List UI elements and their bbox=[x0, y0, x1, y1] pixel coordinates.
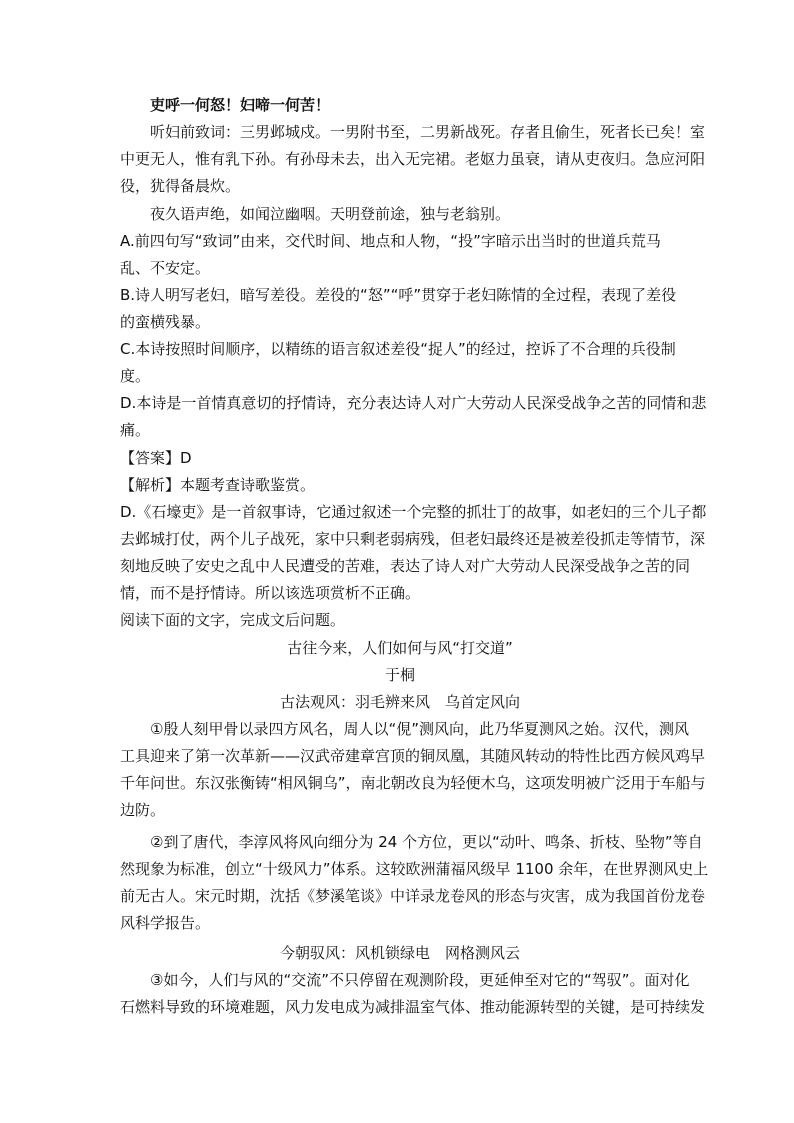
reading-instruction: 阅读下面的文字，完成文后问题。 bbox=[120, 611, 346, 629]
option-c-cont: 度。 bbox=[120, 367, 151, 385]
option-d-cont: 痛。 bbox=[120, 421, 151, 439]
poem-line: 吏呼一何怒！妇啼一何苦！ bbox=[150, 96, 331, 114]
paragraph-line: 风科学报告。 bbox=[120, 914, 211, 932]
poem-line: 夜久语声绝，如闻泣幽咽。天明登前途，独与老翁别。 bbox=[150, 205, 511, 223]
answer-label: 【答案】D bbox=[120, 449, 192, 467]
paragraph-line: 工具迎来了第一次革新——汉武帝建章宫顶的铜凤凰，其随风转动的特性比西方候风鸡早 bbox=[120, 747, 706, 765]
analysis-text: 去邺城打仗，两个儿子战死，家中只剩老弱病残，但老妇最终还是被差役抓走等情节，深 bbox=[120, 530, 706, 548]
paragraph-line: ②到了唐代，李淳风将风向细分为 24 个方位，更以“动叶、鸣条、折枝、坠物”等自 bbox=[150, 833, 703, 851]
poem-line: 中更无人，惟有乳下孙。有孙母未去，出入无完裙。老妪力虽衰，请从吏夜归。急应河阳 bbox=[120, 150, 706, 168]
poem-line: 听妇前致词：三男邺城戍。一男附书至，二男新战死。存者且偷生，死者长已矣！室 bbox=[150, 123, 706, 141]
option-c: C.本诗按照时间顺序，以精练的语言叙述差役“捉人”的经过，控诉了不合理的兵役制 bbox=[120, 340, 676, 358]
analysis-text: D.《石壕吏》是一首叙事诗，它通过叙述一个完整的抓壮丁的故事，如老妇的三个儿子都 bbox=[120, 503, 707, 521]
section-heading: 今朝驭风：风机锁绿电 网格测风云 bbox=[279, 944, 520, 962]
article-author: 于桐 bbox=[384, 666, 415, 684]
option-b: B.诗人明写老妇，暗写差役。差役的“怒”“呼”贯穿于老妇陈情的全过程，表现了差役 bbox=[120, 286, 677, 304]
paragraph-line: ③如今，人们与风的“交流”不只停留在观测阶段，更延伸至对它的“驾驭”。面对化 bbox=[150, 971, 690, 989]
article-title: 古往今来，人们如何与风“打交道” bbox=[287, 639, 513, 657]
paragraph-line: 前无古人。宋元时期，沈括《梦溪笔谈》中详录龙卷风的形态与灾害，成为我国首份龙卷 bbox=[120, 887, 706, 905]
paragraph-line: 石燃料导致的环境难题，风力发电成为减排温室气体、推动能源转型的关键，是可持续发 bbox=[120, 998, 706, 1016]
section-heading: 古法观风：羽毛辨来风 乌首定风向 bbox=[279, 693, 520, 711]
option-a-cont: 乱、不安定。 bbox=[120, 259, 211, 277]
option-b-cont: 的蛮横残暴。 bbox=[120, 313, 211, 331]
paragraph-line: ①殷人刻甲骨以录四方风名，周人以“俔”测风向，此乃华夏测风之始。汉代，测风 bbox=[150, 720, 689, 738]
analysis-label: 【解析】本题考查诗歌鉴赏。 bbox=[120, 476, 316, 494]
paragraph-line: 边防。 bbox=[120, 801, 166, 819]
paragraph-line: 千年问世。东汉张衡铸“相风铜乌”，南北朝改良为轻便木乌，这项发明被广泛用于车船与 bbox=[120, 774, 706, 792]
option-a: A.前四句写“致词”由来，交代时间、地点和人物，“投”字暗示出当时的世道兵荒马 bbox=[120, 232, 661, 250]
analysis-text: 刻地反映了安史之乱中人民遭受的苦难，表达了诗人对广大劳动人民深受战争之苦的同 bbox=[120, 557, 691, 575]
analysis-text: 情，而不是抒情诗。所以该选项赏析不正确。 bbox=[120, 584, 421, 602]
option-d: D.本诗是一首情真意切的抒情诗，充分表达诗人对广大劳动人民深受战争之苦的同情和悲 bbox=[120, 394, 707, 412]
poem-line: 役，犹得备晨炊。 bbox=[120, 177, 241, 195]
paragraph-line: 然现象为标准，创立“十级风力”体系。这较欧洲蒲福风级早 1100 余年，在世界测风史上 bbox=[120, 860, 709, 878]
